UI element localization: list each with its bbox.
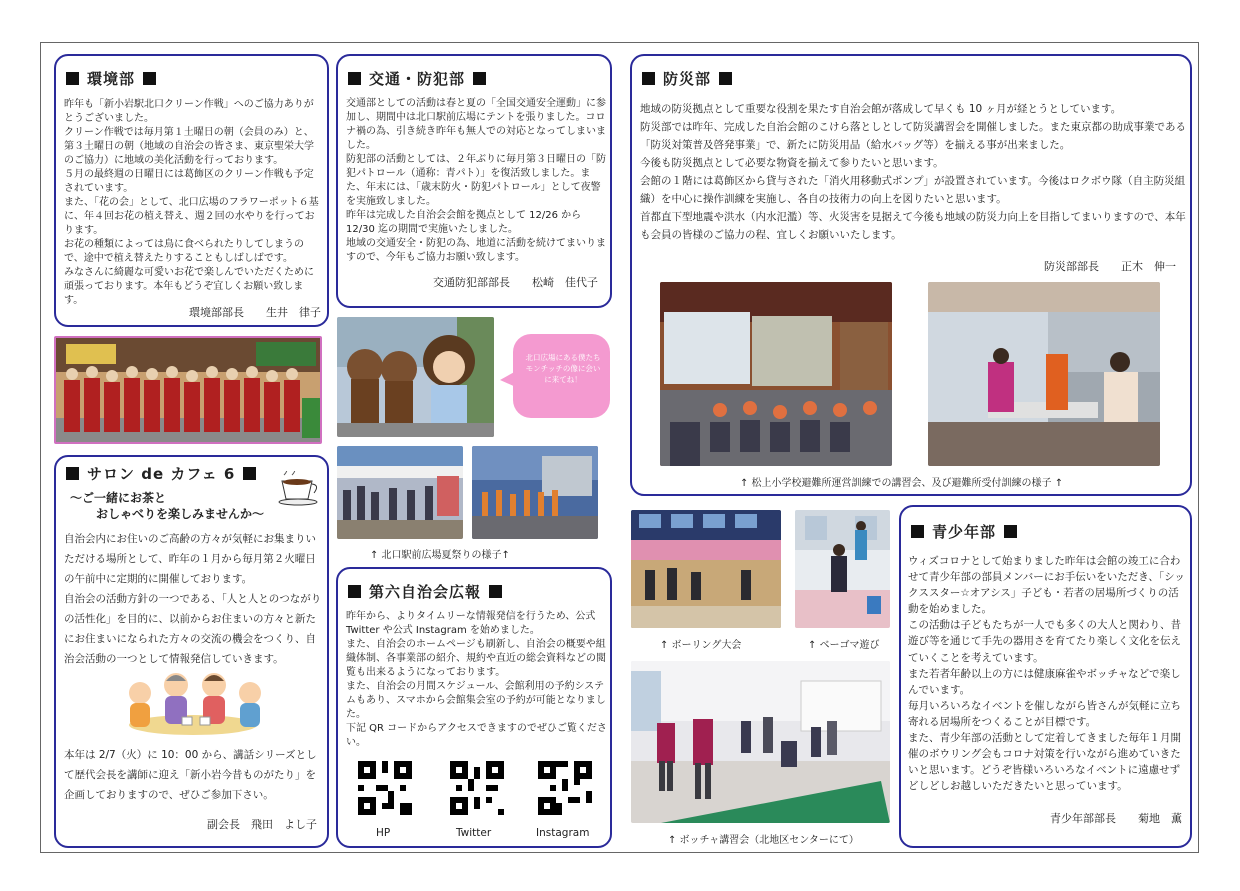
coffee-cup-icon xyxy=(278,471,324,507)
kankyo-body: 昨年も「新小岩駅北口クリーン作戦」へのご協力ありがとうございました。 クリーン作戦では毎月第１土曜日の朝（会員のみ）と、第３土曜日の朝（地域の自治会の皆さま、東京聖栄大学のご協力）に地域の美化活動を行っております。 ５月の最終週の日曜日には葛飾区のクリーン作戦も予定されています。 また、「花の会」として、北口広場のフラワーポット６基に、年４回お花の植え替え、週２回の水やりを行っております。 お花の種類によっては鳥に食べられたりしてしまうので、途中で植え替えたりすることもしばしばです。 みなさんに綺麗な可愛いお花で楽しんでいただくために頑張っております。本年もどうぞ宜しくお願い致します。 xyxy=(64,99,319,306)
salon-signature: 副会長 飛田 よし子 xyxy=(207,818,317,831)
salon-body: 自治会内にお住いのご高齢の方々が気軽にお集まりいただける場所として、昨年の１月から毎月第２火曜日の午前中に定期的に開催しております。 自治会の活動方針の一つである、「人と人とのつながりの活性化」を目的に、以前からお住まいの方々と新たにお住まいになられた方々の交流の機会をつくり、自治会活動の一つとして情報発信していきます。 xyxy=(64,533,322,665)
instagram-qr-label: Instagram xyxy=(536,827,590,839)
kotsu-signature: 交通防犯部部長 松崎 佳代子 xyxy=(433,276,598,289)
kouhou-section xyxy=(336,567,612,848)
beigoma-photo xyxy=(795,510,890,628)
kotsu-section xyxy=(336,54,612,308)
kotsu-body: 交通部としての活動は春と夏の「全国交通安全運動」に参加し、期間中は北口駅前広場にテントを張りました。コロナ禍の為、引き続き昨年も無人での対応となってしまいました。 防犯部の活動としては、２年ぶりに毎月第３日曜日の「防犯パトロール（通称：青パト）」を復活致しました。また、年末には、「歳末防火・防犯パトロール」として夜警を実施致しました。 昨年は完成した自治会会館を拠点として 12/26 から 12/30 迄の期間で実施いたしました。 地域の交通安全・防犯の為、地道に活動を続けてまいりますので、今年もご協力お願い致します。 xyxy=(346,98,606,263)
kankyo-section xyxy=(54,54,329,327)
salon-title: サロン de カフェ 6 xyxy=(87,465,236,483)
kouhou-heading xyxy=(340,581,510,602)
seishonen-signature: 青少年部部長 菊地 薫 xyxy=(1050,812,1182,825)
cleanup-group-photo xyxy=(54,336,322,444)
seishonen-title: 青少年部 xyxy=(932,523,997,541)
salon-section xyxy=(54,455,329,848)
kouhou-body: 昨年から、よりタイムリーな情報発信を行うため、公式 Twitter や公式 Instagram を始めました。 また、自治会のホームページも刷新し、自治会の概要や組織体制、各事業部の紹介、規約や直近の総会資料などの閲覧も出来るようになっております。 また、自治会の月間スケジュール、会館利用の予約システムもあり、スマホから会館集会室の予約が可能となりました。 下記 QR コードからアクセスできますのでぜひご覧ください。 xyxy=(346,611,607,748)
kankyo-signature: 環境部部長 生井 律子 xyxy=(189,306,321,319)
boccia-caption: ↑ ボッチャ講習会（北地区センターにて） xyxy=(668,835,859,846)
bousai-signature: 防災部部長 正木 伸一 xyxy=(1044,260,1176,273)
matsuri-photo-2 xyxy=(472,446,598,539)
bowling-caption: ↑ ボーリング大会 xyxy=(660,640,742,651)
bousai-body: 地域の防災拠点として重要な役割を果たす自治会館が落成して早くも 10 ヶ月が経とうとしています。 防災部では昨年、完成した自治会館のこけら落としとして防災講習会を開催しました。また東京都の助成事業である「防災対策普及啓発事業」で、新たに防災用品（給水バッグ等）を揃える事が出来ました。 今後も防災拠点として必要な物資を揃えて参りたいと思います。 会館の１階には葛飾区から貸与された「消火用移動式ポンプ」が設置されています。今後はロクボウ隊（自主防災組織）を中心に操作訓練を実施し、各自の技術力の向上を図りたいと思います。 首都直下型地震や洪水（内水氾濫）等、火災害を見据えて今後も地域の防災力向上を目指してまいりますので、本年も会員の皆様のご協力の程、宜しくお願いいたします。 xyxy=(640,103,1186,241)
twitter-qr-label: Twitter xyxy=(456,827,492,839)
kotsu-heading xyxy=(340,68,494,89)
monchhichi-statue-photo xyxy=(337,317,494,437)
hp-qr-label: HP xyxy=(376,827,391,839)
hp-qr-code[interactable] xyxy=(358,761,412,815)
kotsu-title: 交通・防犯部 xyxy=(369,70,466,88)
monchhichi-bubble-text: 北口広場にある僕たちモンチッチの像に会いに来てね！ xyxy=(525,353,601,384)
kankyo-heading xyxy=(58,68,164,89)
bowling-photo xyxy=(631,510,781,628)
matsuri-photo-1 xyxy=(337,446,463,539)
bousai-reception-photo xyxy=(928,282,1160,466)
salon-subtitle-1: ～ご一緒にお茶と xyxy=(70,491,167,505)
seishonen-section xyxy=(899,505,1192,848)
kouhou-title: 第六自治会広報 xyxy=(369,583,482,601)
seishonen-heading xyxy=(903,521,1025,542)
salon-body-event: 本年は 2/7（火）に 10：00 から、講話シリーズとして歴代会長を講師に迎え「新小岩今昔ものがたり」を企画しておりますので、ぜひご参加下さい。 xyxy=(64,749,317,801)
twitter-qr-code[interactable] xyxy=(450,761,504,815)
bousai-lecture-photo xyxy=(660,282,892,466)
bousai-heading xyxy=(634,68,740,89)
salon-illustration xyxy=(118,663,268,737)
kankyo-title: 環境部 xyxy=(87,70,136,88)
beigoma-caption: ↑ ベーゴマ遊び xyxy=(808,640,880,651)
boccia-photo xyxy=(631,661,890,823)
instagram-qr-code[interactable] xyxy=(538,761,592,815)
bousai-section xyxy=(630,54,1192,496)
matsuri-caption: ↑ 北口駅前広場夏祭りの様子↑ xyxy=(370,550,510,561)
salon-subtitle-2: おしゃべりを楽しみませんか～ xyxy=(96,507,265,521)
bousai-caption: ↑ 松上小学校避難所運営訓練での講習会、及び避難所受付訓練の様子 ↑ xyxy=(740,478,1064,489)
seishonen-body: ウィズコロナとして始まりました昨年は会館の竣工に合わせて青少年部の部員メンバーにお手伝いをいただき、「シックススター☆オアシス」子ども・若者の居場所づくりの活動を始めました。 この活動は子どもたちが一人でも多くの大人と関わり、昔遊び等を通じて手先の器用さを育てたり楽しく文化を伝えていくことを考えています。 また若者年齢以上の方には健康麻雀やボッチャなどで楽しんでいます。 毎月いろいろなイベントを催しながら皆さんが気軽に立ち寄れる居場所をつくることが目標です。 また、青少年部の活動として定着してきました毎年１月開催のボウリング会もコロナ対策を行いながら進めていきたいと思います。どうぞ皆様いろいろなイベントに遠慮せずどしどしお越しいただきたいと思っています。 xyxy=(908,555,1185,793)
speech-bubble-tail xyxy=(500,370,518,390)
bousai-title: 防災部 xyxy=(663,70,712,88)
salon-heading xyxy=(58,463,264,484)
